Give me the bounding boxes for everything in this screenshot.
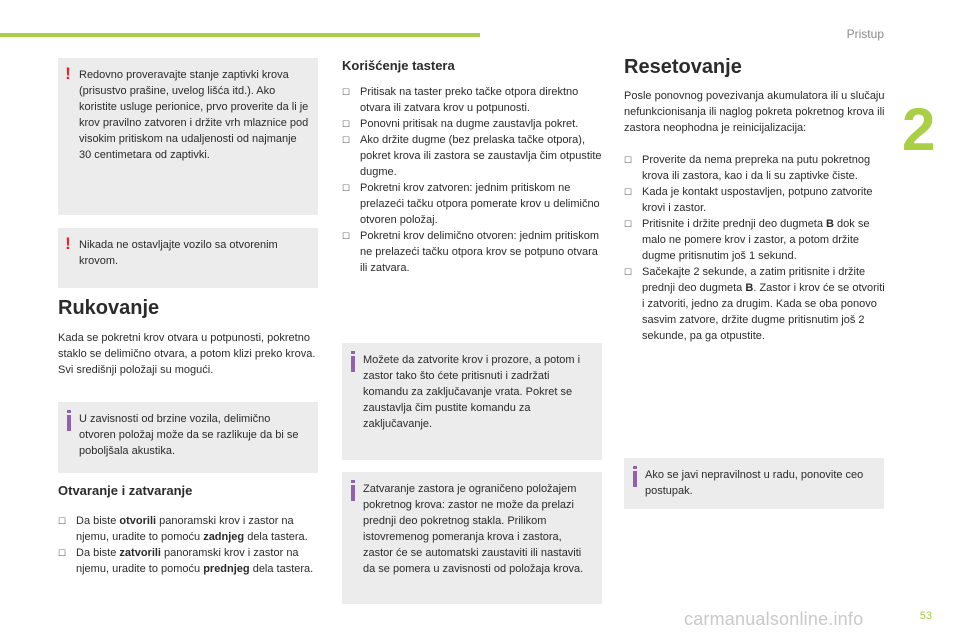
warning-icon: ! bbox=[65, 234, 71, 253]
header-accent-bar bbox=[0, 33, 480, 37]
info-box-lock-command bbox=[342, 343, 602, 460]
warning-text: Redovno proveravajte stanje zaptivki krova (prisustvo prašine, uvelog lišća itd.). Ako koristite usluge perionice, prvo proverite da li je krov pravilno zatvoren i držite vrh mlaznice pod visokim pritiskom na udaljenosti od najmanje 30 centimetara od zaptivki. bbox=[79, 69, 309, 161]
list-item: ☐ Sačekajte 2 sekunde, a zatim pritisnite i držite prednji deo dugmeta B. Zastor i krov će se otvoriti i zatvoriti, jedno za drugim. Kada se oba ponovo sasvim zatvore, držite dugme pritisnutim još 2 sekunde, pa ga otpustite. bbox=[624, 266, 885, 342]
info-box-acoustics bbox=[58, 402, 318, 473]
koriscenje-list bbox=[342, 84, 602, 276]
list-item: ☐ Ako držite dugme (bez prelaska tačke otpora), pokret krova ili zastora se zaustavlja čim otpustite dugme. bbox=[342, 134, 602, 178]
checkbox-bullet-icon: ☐ bbox=[58, 548, 67, 558]
rukovanje-paragraph: Kada se pokretni krov otvara u potpunosti, pokretno staklo se delimično otvara, a potom klizi preko krova. Svi središnji položaji su mogući. bbox=[58, 332, 316, 376]
heading-koriscenje-tastera: Korišćenje tastera bbox=[342, 58, 455, 73]
heading-rukovanje: Rukovanje bbox=[58, 297, 160, 319]
checkbox-bullet-icon: ☐ bbox=[342, 135, 351, 145]
warning-text: Nikada ne ostavljajte vozilo sa otvorenim krovom. bbox=[79, 239, 278, 267]
checkbox-bullet-icon: ☐ bbox=[624, 219, 633, 229]
list-item: ☐ Kada je kontakt uspostavljen, potpuno zatvorite krovi i zastor. bbox=[624, 186, 873, 214]
section-name: Pristup bbox=[846, 27, 884, 41]
checkbox-bullet-icon: ☐ bbox=[342, 231, 351, 241]
info-text: Ako se javi nepravilnost u radu, ponovite ceo postupak. bbox=[645, 469, 864, 497]
list-item: ☐ Pritisak na taster preko tačke otpora direktno otvara ili zatvara krov u potpunosti. bbox=[342, 86, 579, 114]
info-box-blind-limit bbox=[342, 472, 602, 604]
info-box-repeat bbox=[624, 458, 884, 509]
info-icon bbox=[67, 410, 72, 431]
checkbox-bullet-icon: ☐ bbox=[624, 267, 633, 277]
info-text: Možete da zatvorite krov i prozore, a potom i zastor tako što ćete pritisnuti i zadržati komandu za zaključavanje vrata. Pokret se zaustavlja čim pustite komandu za zaključavanje. bbox=[363, 354, 581, 430]
chapter-number: 2 bbox=[902, 96, 936, 163]
watermark: carmanualsonline.info bbox=[684, 609, 864, 629]
resetovanje-intro: Posle ponovnog povezivanja akumulatora ili u slučaju nefunkcionisanja ili naglog pokreta pokretnog krova ili zastora neophodna je reinicijalizacija: bbox=[624, 90, 885, 134]
warning-icon: ! bbox=[65, 64, 71, 83]
list-item: ☐ Ponovni pritisak na dugme zaustavlja pokret. bbox=[342, 118, 579, 130]
heading-resetovanje: Resetovanje bbox=[624, 56, 742, 78]
warning-box-seals bbox=[58, 58, 318, 215]
page-number: 53 bbox=[919, 610, 932, 622]
checkbox-bullet-icon: ☐ bbox=[342, 183, 351, 193]
otvaranje-list bbox=[58, 513, 320, 577]
warning-box-open-roof bbox=[58, 228, 318, 288]
checkbox-bullet-icon: ☐ bbox=[342, 87, 351, 97]
checkbox-bullet-icon: ☐ bbox=[342, 119, 351, 129]
list-item: ☐ Pokretni krov zatvoren: jednim pritiskom ne prelazeći tačku otpora pomerate krov u delimično otvoren položaj. bbox=[342, 182, 600, 226]
info-icon bbox=[351, 351, 356, 372]
checkbox-bullet-icon: ☐ bbox=[58, 516, 67, 526]
list-item: ☐ Da biste zatvorili panoramski krov i zastor na njemu, uradite to pomoću prednjeg dela tastera. bbox=[58, 547, 314, 575]
checkbox-bullet-icon: ☐ bbox=[624, 187, 633, 197]
list-item: ☐ Proverite da nema prepreka na putu pokretnog krova ili zastora, kao i da li su zaptivke čiste. bbox=[624, 154, 871, 182]
info-icon bbox=[633, 466, 638, 487]
info-text: Zatvaranje zastora je ograničeno položajem pokretnog krova: zastor ne može da prelazi prednji deo pokretnog stakla. Prilikom istovremenog pomeranja krova i zastora, zastor će se automatski zaustaviti ili nastaviti da se pomera u zavisnosti od položaja krova. bbox=[363, 483, 584, 575]
heading-otvaranje: Otvaranje i zatvaranje bbox=[58, 483, 193, 498]
info-text: U zavisnosti od brzine vozila, delimično otvoren položaj može da se razlikuje da bi se poboljšala akustika. bbox=[79, 413, 299, 457]
list-item: ☐ Pritisnite i držite prednji deo dugmeta B dok se malo ne pomere krov i zastor, a potom držite dugme pritisnutim još 1 sekund. bbox=[624, 218, 870, 262]
info-icon bbox=[351, 480, 356, 501]
checkbox-bullet-icon: ☐ bbox=[624, 155, 633, 165]
list-item: ☐ Da biste otvorili panoramski krov i zastor na njemu, uradite to pomoću zadnjeg dela tastera. bbox=[58, 515, 308, 543]
list-item: ☐ Pokretni krov delimično otvoren: jednim pritiskom ne prelazeći tačku otpora krov se potpuno otvara ili zatvara. bbox=[342, 230, 600, 274]
resetovanje-list bbox=[624, 152, 886, 344]
